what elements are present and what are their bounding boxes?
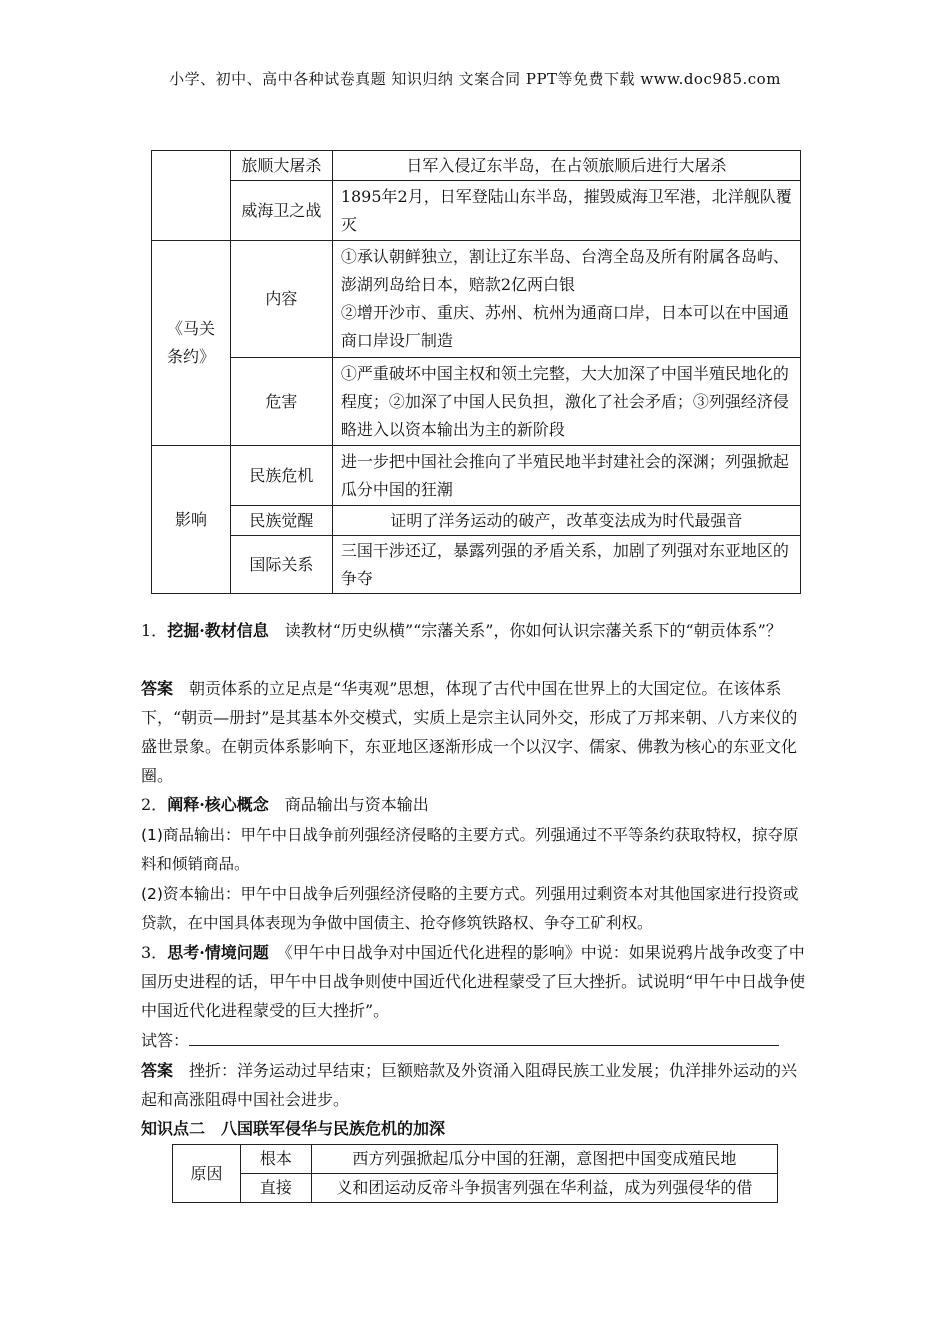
question-number: 2． — [141, 795, 168, 814]
answer-label: 答案 — [141, 1061, 174, 1080]
treaty-content-label: 内容 — [230, 241, 332, 358]
row-content: 义和团运动反帝斗争损害列强在华利益，成为列强侵华的借 — [311, 1174, 777, 1203]
cause-label: 原因 — [173, 1145, 241, 1203]
answer-text: 挫折：洋务运动过早结束；巨额赔款及外资涌入阻碍民族工业发展；仇洋排外运动的兴起和高涨阻碍中国社会进步。 — [141, 1061, 798, 1109]
table-row — [152, 151, 801, 181]
concept-paragraph-2: (2)资本输出：甲午中日战争后列强经济侵略的主要方式。列强用过剩资本对其他国家进行投资或贷款，在中国具体表现为争做中国债主、抢夺修筑铁路权、争夺工矿利权。 — [141, 885, 799, 932]
row-content: 西方列强掀起瓜分中国的狂潮，意图把中国变成殖民地 — [311, 1145, 777, 1174]
impact-label: 国际关系 — [230, 536, 332, 594]
table-row — [173, 1145, 778, 1174]
question-topic: 商品输出与资本输出 — [268, 795, 429, 814]
table-row — [173, 1174, 778, 1203]
question-title: 阐释·核心概念 — [167, 795, 269, 814]
question-3 — [141, 938, 813, 1025]
table-cell-empty — [152, 151, 231, 241]
row-content: 1895年2月，日军登陆山东半岛，摧毁威海卫军港，北洋舰队覆灭 — [332, 181, 800, 241]
impact-label: 民族觉醒 — [230, 506, 332, 536]
row-label: 威海卫之战 — [230, 181, 332, 241]
question-2 — [141, 790, 813, 819]
try-answer-label: 试答： — [141, 1031, 190, 1050]
row-content: 日军入侵辽东半岛，在占领旅顺后进行大屠杀 — [332, 151, 800, 181]
try-answer-line — [141, 1026, 813, 1055]
impact-content: 进一步把中国社会推向了半殖民地半封建社会的深渊；列强掀起瓜分中国的狂潮 — [332, 446, 800, 506]
treaty-content — [332, 241, 800, 358]
impact-content: 证明了洋务运动的破产，改革变法成为时代最强音 — [332, 506, 800, 536]
eight-nation-alliance-table — [172, 1144, 778, 1203]
table-row — [152, 241, 801, 358]
question-text: 读教材“历史纵横”“宗藩关系”，你如何认识宗藩关系下的“朝贡体系”？ — [268, 621, 782, 640]
row-label: 根本 — [240, 1145, 311, 1174]
table-row — [152, 181, 801, 241]
treaty-content-1: ①承认朝鲜独立，割让辽东半岛、台湾全岛及所有附属各岛屿、澎湖列岛给日本，赔款2亿两白银 — [340, 247, 789, 294]
question-1 — [141, 616, 813, 645]
impact-content: 三国干涉还辽，暴露列强的矛盾关系，加剧了列强对东亚地区的争夺 — [332, 536, 800, 594]
answer-3 — [141, 1056, 813, 1114]
impact-title: 影响 — [152, 446, 231, 594]
page-header: 小学、初中、高中各种试卷真题 知识归纳 文案合同 PPT等免费下载 www.doc985.com — [169, 70, 781, 88]
question-title: 挖掘·教材信息 — [167, 621, 269, 640]
question-title: 思考·情境问题 — [167, 943, 269, 962]
impact-label: 民族危机 — [230, 446, 332, 506]
question-number: 3． — [141, 943, 168, 962]
answer-blank[interactable] — [189, 1029, 779, 1046]
table-row — [152, 358, 801, 446]
answer-text: 朝贡体系的立足点是“华夷观”思想，体现了古代中国在世界上的大国定位。在该体系下，“朝贡—册封”是其基本外交模式，实质上是宗主认同外交，形成了万邦来朝、八方来仪的盛世景象。在朝贡体系影响下，东亚地区逐渐形成一个以汉字、儒家、佛教为核心的东亚文化圈。 — [141, 679, 798, 785]
row-label: 旅顺大屠杀 — [230, 151, 332, 181]
concept-paragraph-1: (1)商品输出：甲午中日战争前列强经济侵略的主要方式。列强通过不平等条约获取特权，掠夺原料和倾销商品。 — [141, 826, 799, 873]
treaty-harm: ①严重破坏中国主权和领土完整，大大加深了中国半殖民地化的程度；②加深了中国人民负担，激化了社会矛盾；③列强经济侵略进入以资本输出为主的新阶段 — [332, 358, 800, 446]
table-row — [152, 446, 801, 506]
treaty-content-2: ②增开沙市、重庆、苏州、杭州为通商口岸，日本可以在中国通商口岸设厂制造 — [340, 303, 789, 350]
answer-1 — [141, 674, 813, 790]
table-row — [152, 536, 801, 594]
answer-label: 答案 — [141, 679, 174, 698]
section-heading: 知识点二 八国联军侵华与民族危机的加深 — [141, 1119, 446, 1138]
table-row — [152, 506, 801, 536]
question-number: 1． — [141, 621, 168, 640]
sino-japanese-war-table — [151, 150, 801, 594]
row-label: 直接 — [240, 1174, 311, 1203]
treaty-title: 《马关条约》 — [152, 241, 231, 446]
question-text: 《甲午中日战争对中国近代化进程的影响》中说：如果说鸦片战争改变了中国历史进程的话，甲午中日战争则使中国近代化进程蒙受了巨大挫折。试说明“甲午中日战争使中国近代化进程蒙受的巨大挫折”。 — [141, 943, 806, 1020]
treaty-harm-label: 危害 — [230, 358, 332, 446]
